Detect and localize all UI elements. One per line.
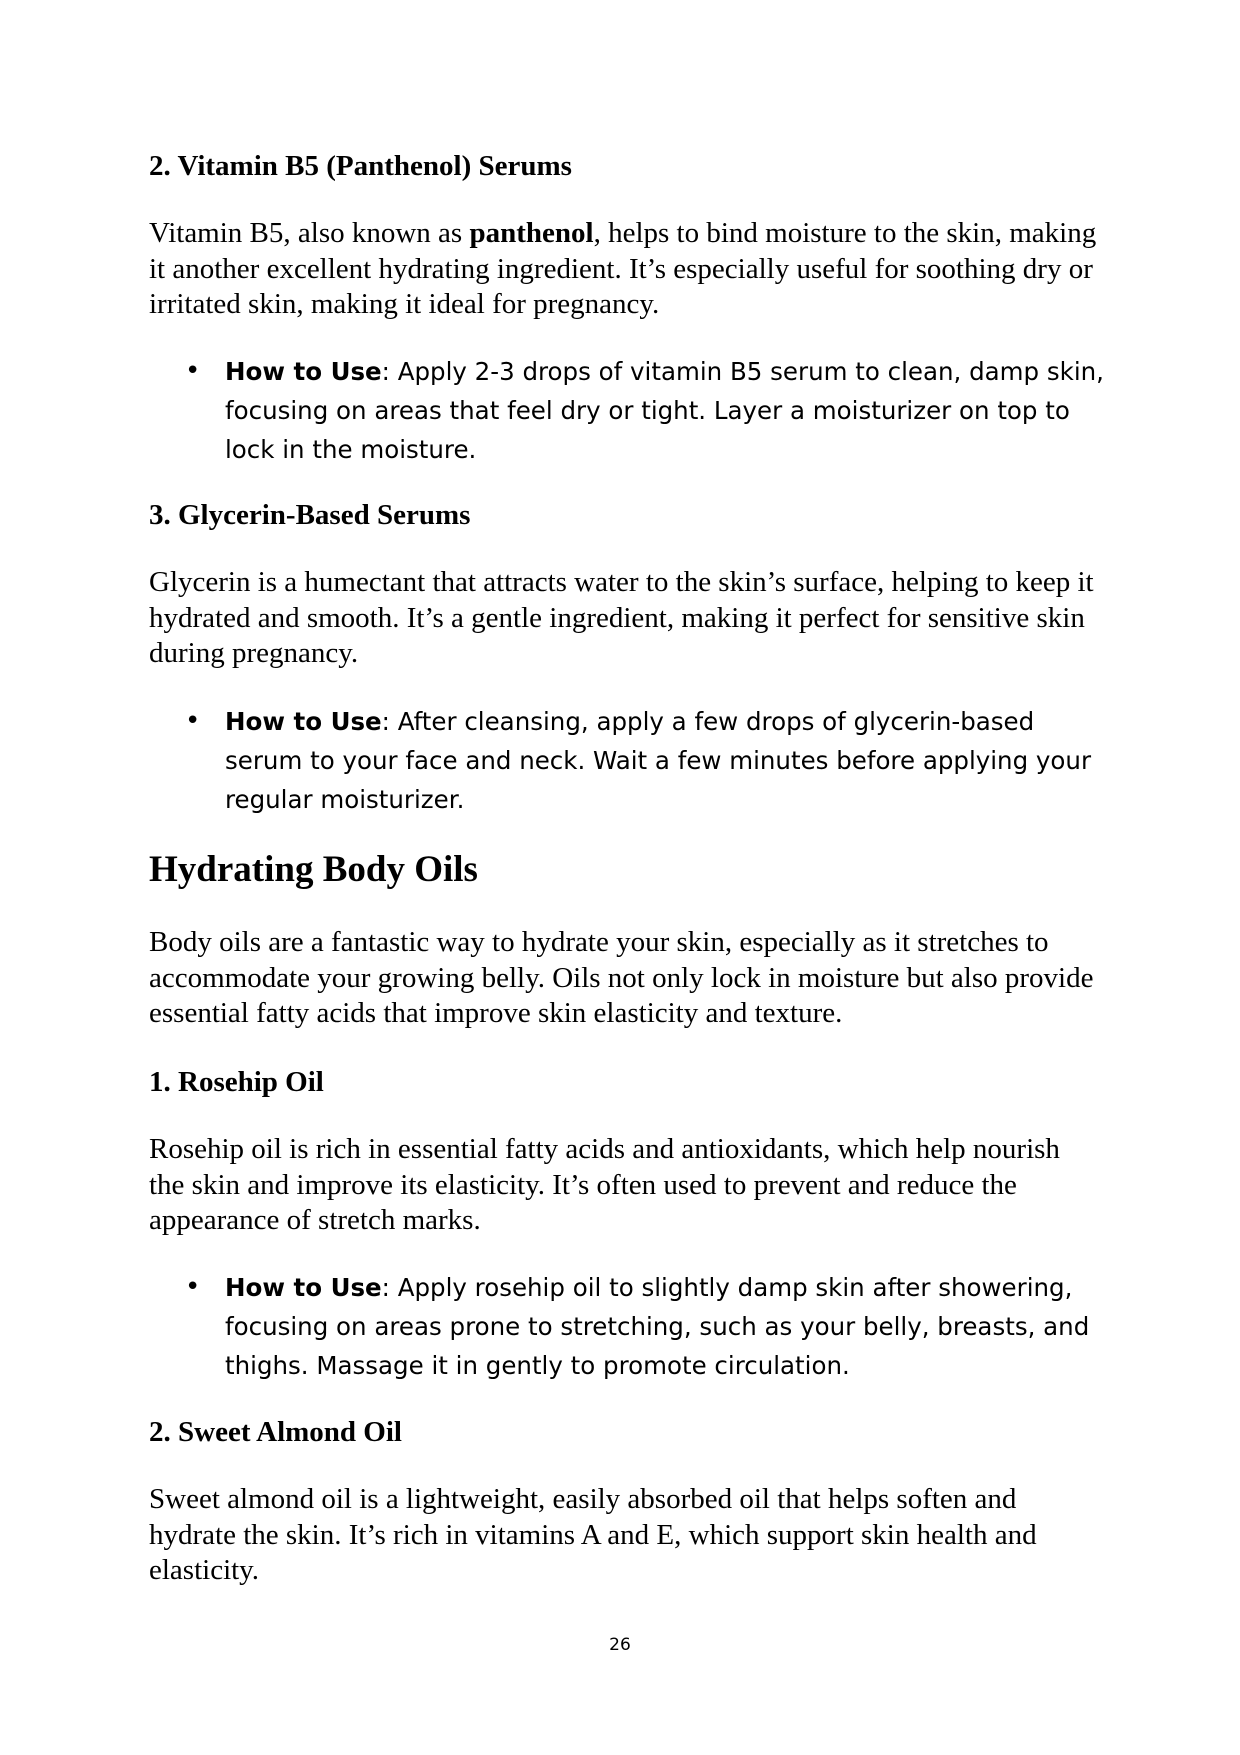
emphasis-panthenol: panthenol <box>469 217 594 249</box>
paragraph-text: Body oils are a fantastic way to hydrate your skin, especially as it stretches to accommodate your growing belly. Oils not only lock in moisture but also provide essential fatty acids that improve skin elasticity and texture. <box>149 926 1094 1029</box>
heading-text: 1. Rosehip Oil <box>149 1066 324 1098</box>
bullet-text: : After cleansing, apply a few drops of glycerin-based serum to your face and neck. Wait a few minutes before applying your regular moisturizer. <box>225 707 1092 814</box>
paragraph-text: Sweet almond oil is a lightweight, easily absorbed oil that helps soften and hydrate the skin. It’s rich in vitamins A and E, which support skin health and elasticity. <box>149 1483 1037 1586</box>
paragraph-body-oils <box>149 925 1099 1032</box>
bullet-text: : Apply 2-3 drops of vitamin B5 serum to clean, damp skin, focusing on areas that feel dry or tight. Layer a moisturizer on top to lock in the moisture. <box>225 357 1104 464</box>
heading-text: 2. Sweet Almond Oil <box>149 1416 402 1448</box>
page-number: 26 <box>609 1635 631 1655</box>
bullet-label: How to Use <box>225 707 382 736</box>
bullet-icon: • <box>185 1272 201 1302</box>
bullet-label: How to Use <box>225 357 382 386</box>
paragraph-glycerin <box>149 565 1099 672</box>
heading-text: 2. Vitamin B5 (Panthenol) Serums <box>149 150 572 182</box>
paragraph-text: , helps to bind moisture to the skin, making it another excellent hydrating ingredient. It’s especially useful for soothing dry or irritated skin, making it ideal for pregnancy. <box>149 217 1097 320</box>
section-heading-glycerin <box>149 497 1099 533</box>
section-heading-body-oils <box>149 848 1099 892</box>
paragraph-vitamin-b5 <box>149 216 1099 323</box>
heading-text: 3. Glycerin-Based Serums <box>149 499 471 531</box>
paragraph-rosehip <box>149 1132 1099 1239</box>
paragraph-almond <box>149 1482 1099 1589</box>
bullet-label: How to Use <box>225 1273 382 1302</box>
paragraph-text: Glycerin is a humectant that attracts water to the skin’s surface, helping to keep it hydrated and smooth. It’s a gentle ingredient, making it perfect for sensitive skin during pregnancy. <box>149 566 1094 669</box>
heading-text: Hydrating Body Oils <box>149 849 478 890</box>
section-heading-almond <box>149 1414 1099 1450</box>
paragraph-text: Vitamin B5, also known as <box>149 217 470 249</box>
section-heading-vitamin-b5 <box>149 148 1099 184</box>
bullet-icon: • <box>185 356 201 386</box>
paragraph-text: Rosehip oil is rich in essential fatty acids and antioxidants, which help nourish the skin and improve its elasticity. It’s often used to prevent and reduce the appearance of stretch marks. <box>149 1133 1060 1236</box>
bullet-text: : Apply rosehip oil to slightly damp skin after showering, focusing on areas prone to stretching, such as your belly, breasts, and thighs. Massage it in gently to promote circulation. <box>225 1273 1090 1380</box>
bullet-icon: • <box>185 706 201 736</box>
section-heading-rosehip <box>149 1064 1099 1100</box>
